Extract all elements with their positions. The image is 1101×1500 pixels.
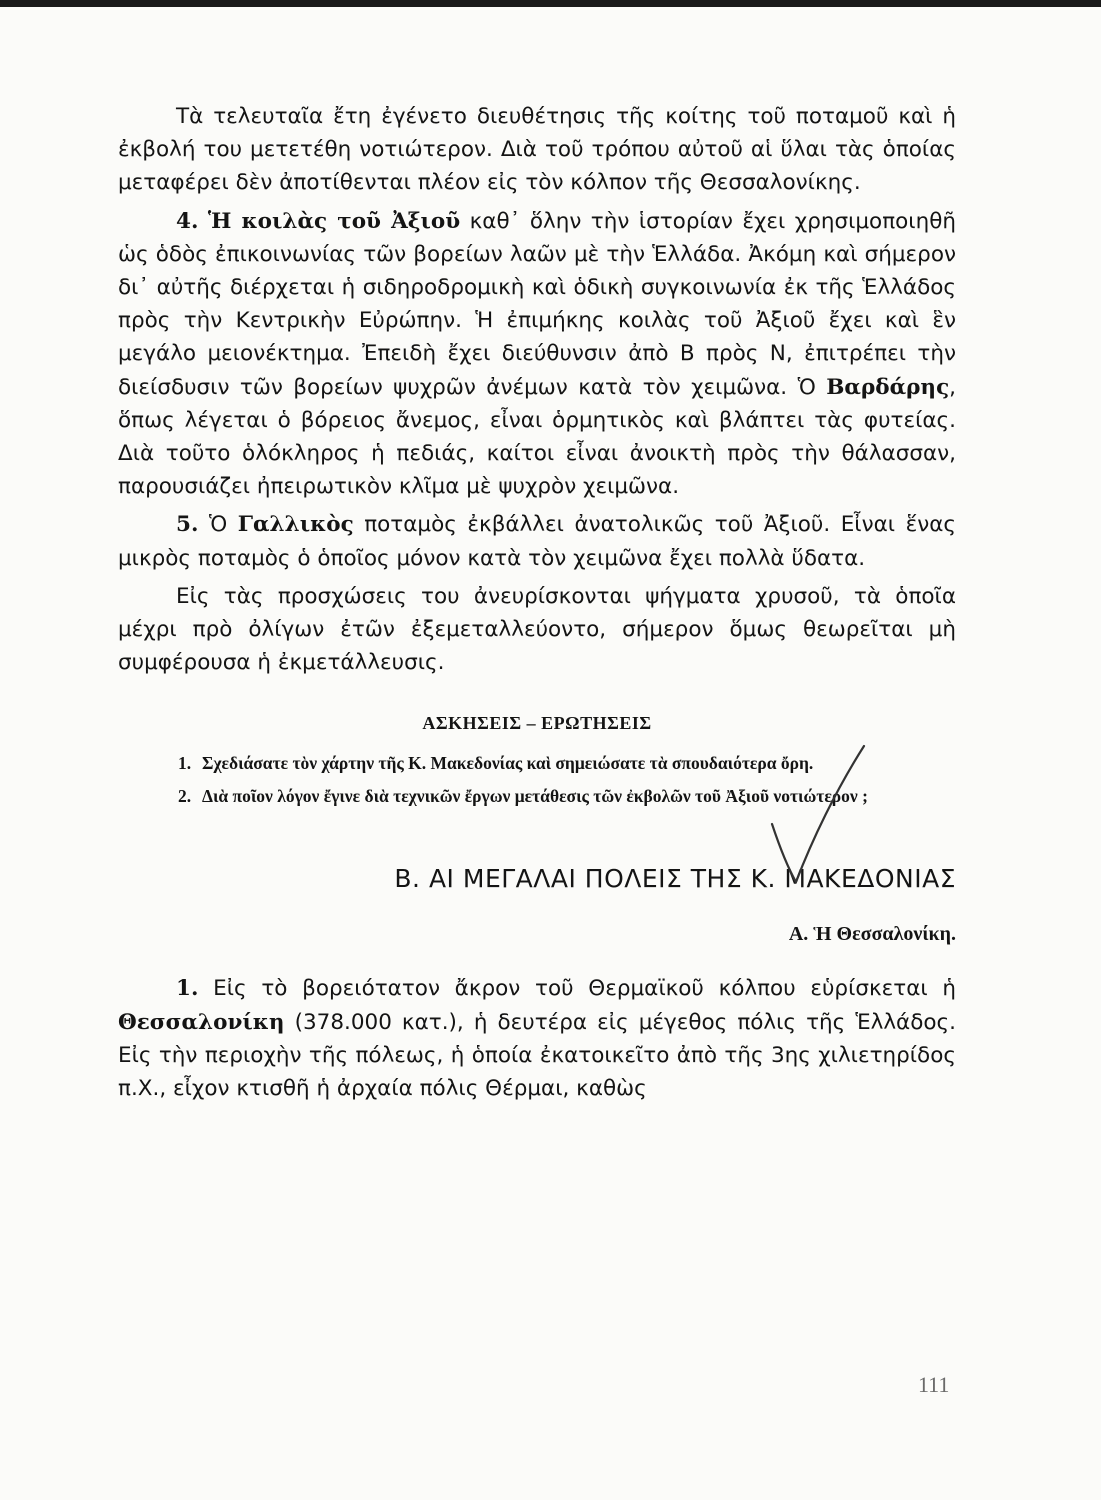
paragraph-gallikos: 5. Ὁ Γαλλικὸς ποταμὸς ἐκβάλλει ἀνατολικῶς τοῦ Ἀξιοῦ. Εἶναι ἕνας μικρὸς ποταμὸς ὁ ὁποῖος μόνον κατὰ τὸν χειμῶνα ἔχει πολλὰ ὕδατα. <box>118 512 956 571</box>
term-thessaloniki: Θεσσαλονίκη <box>118 1009 285 1035</box>
exercise-number: 2. <box>178 786 192 807</box>
paragraph-number: 4. <box>176 208 199 234</box>
page-top-edge <box>0 0 1101 7</box>
paragraph-axios-valley: 4. Ἡ κοιλὰς τοῦ Ἀξιοῦ καθ᾽ ὅλην τὴν ἱστορίαν ἔχει χρησιμοποιηθῆ ὡς ὁδὸς ἐπικοινωνίας τῶν βορείων λαῶν μὲ τὴν Ἑλλάδα. Ἀκόμη καὶ σήμερον δι᾽ αὐτῆς διέρχεται ἡ σιδηροδρομικὴ καὶ ὁδικὴ συγκοινωνία ἐκ τῆς Ἑλλάδος πρὸς τὴν Κεντρικὴν Εὐρώπην. Ἡ ἐπιμήκης κοιλὰς τοῦ Ἀξιοῦ ἔχει καὶ ἓν μεγάλο μειονέκτημα. Ἐπειδὴ ἔχει διεύθυνσιν ἀπὸ Β πρὸς Ν, ἐπιτρέπει τὴν διείσδυσιν τῶν βορείων ψυχρῶν ἀνέμων κατὰ τὸν χειμῶνα. Ὁ Βαρδάρης, ὅπως λέγεται ὁ βόρειος ἄνεμος, εἶναι ὁρμητικὸς καὶ βλάπτει τὰς φυτείας. Διὰ τοῦτο ὁλόκληρος ἡ πεδιάς, καίτοι εἶναι ἀνοικτὴ πρὸς τὴν θάλασσαν, παρουσιάζει ἠπειρωτικὸν κλῖμα μὲ ψυχρὸν χειμῶνα. <box>118 208 956 500</box>
paragraph-gold-deposits: Εἰς τὰς προσχώσεις του ἀνευρίσκονται ψήγματα χρυσοῦ, τὰ ὁποῖα μέχρι πρὸ ὀλίγων ἐτῶν ἐξεμεταλλεύοντο, σήμερον ὅμως θεωρεῖται μὴ συμφέρουσα ἡ ἐκμετάλλευσις. <box>118 583 956 676</box>
term-axios-valley: Ἡ κοιλὰς τοῦ Ἀξιοῦ <box>207 208 461 234</box>
exercise-item: 2. Διὰ ποῖον λόγον ἔγινε διὰ τεχνικῶν ἔργων μετάθεσις τῶν ἐκβολῶν τοῦ Ἀξιοῦ νοτιώτερον ; <box>118 783 956 810</box>
paragraph-axios-diversion: Τὰ τελευταῖα ἔτη ἐγένετο διευθέτησις τῆς κοίτης τοῦ ποταμοῦ καὶ ἡ ἐκβολή του μετετέθη νοτιώτερον. Διὰ τοῦ τρόπου αὐτοῦ αἱ ὕλαι τὰς ὁποίας μεταφέρει δὲν ἀποτίθενται πλέον εἰς τὸν κόλπον τῆς Θεσσαλονίκης. <box>118 104 956 196</box>
paragraph-number: 1. <box>176 976 199 1002</box>
term-gallikos: Γαλλικὸς <box>237 512 354 538</box>
subsection-heading: Α. Ἡ Θεσσαλονίκη. <box>788 923 956 946</box>
paragraph-number: 5. <box>176 512 199 538</box>
paragraph-thessaloniki: 1. Εἰς τὸ βορειότατον ἄκρον τοῦ Θερμαϊκοῦ κόλπου εὑρίσκεται ἡ Θεσσαλονίκη (378.000 κατ.), ἡ δευτέρα εἰς μέγεθος πόλις τῆς Ἑλλάδος. Εἰς τὴν περιοχὴν τῆς πόλεως, ἡ ὁποία ἐκατοικεῖτο ἀπὸ τῆς 3ης χιλιετηρίδος π.Χ., εἶχον κτισθῆ ἡ ἀρχαία πόλις Θέρμαι, καθὼς <box>118 976 956 1102</box>
term-vardaris: Βαρδάρης <box>826 374 950 400</box>
handwritten-check-mark-icon <box>762 740 872 890</box>
page-body <box>118 100 956 1105</box>
exercises-title: ΑΣΚΗΣΕΙΣ – ΕΡΩΤΗΣΕΙΣ <box>422 713 652 734</box>
exercise-item: 1. Σχεδιάσατε τὸν χάρτην τῆς Κ. Μακεδονίας καὶ σημειώσατε τὰ σπουδαιότερα ὄρη. <box>118 750 956 777</box>
exercise-number: 1. <box>178 753 192 774</box>
page-number: 111 <box>918 1372 950 1397</box>
section-heading: Β. ΑΙ ΜΕΓΑΛΑΙ ΠΟΛΕΙΣ ΤΗΣ Κ. ΜΑΚΕΔΟΝΙΑΣ <box>394 864 956 894</box>
